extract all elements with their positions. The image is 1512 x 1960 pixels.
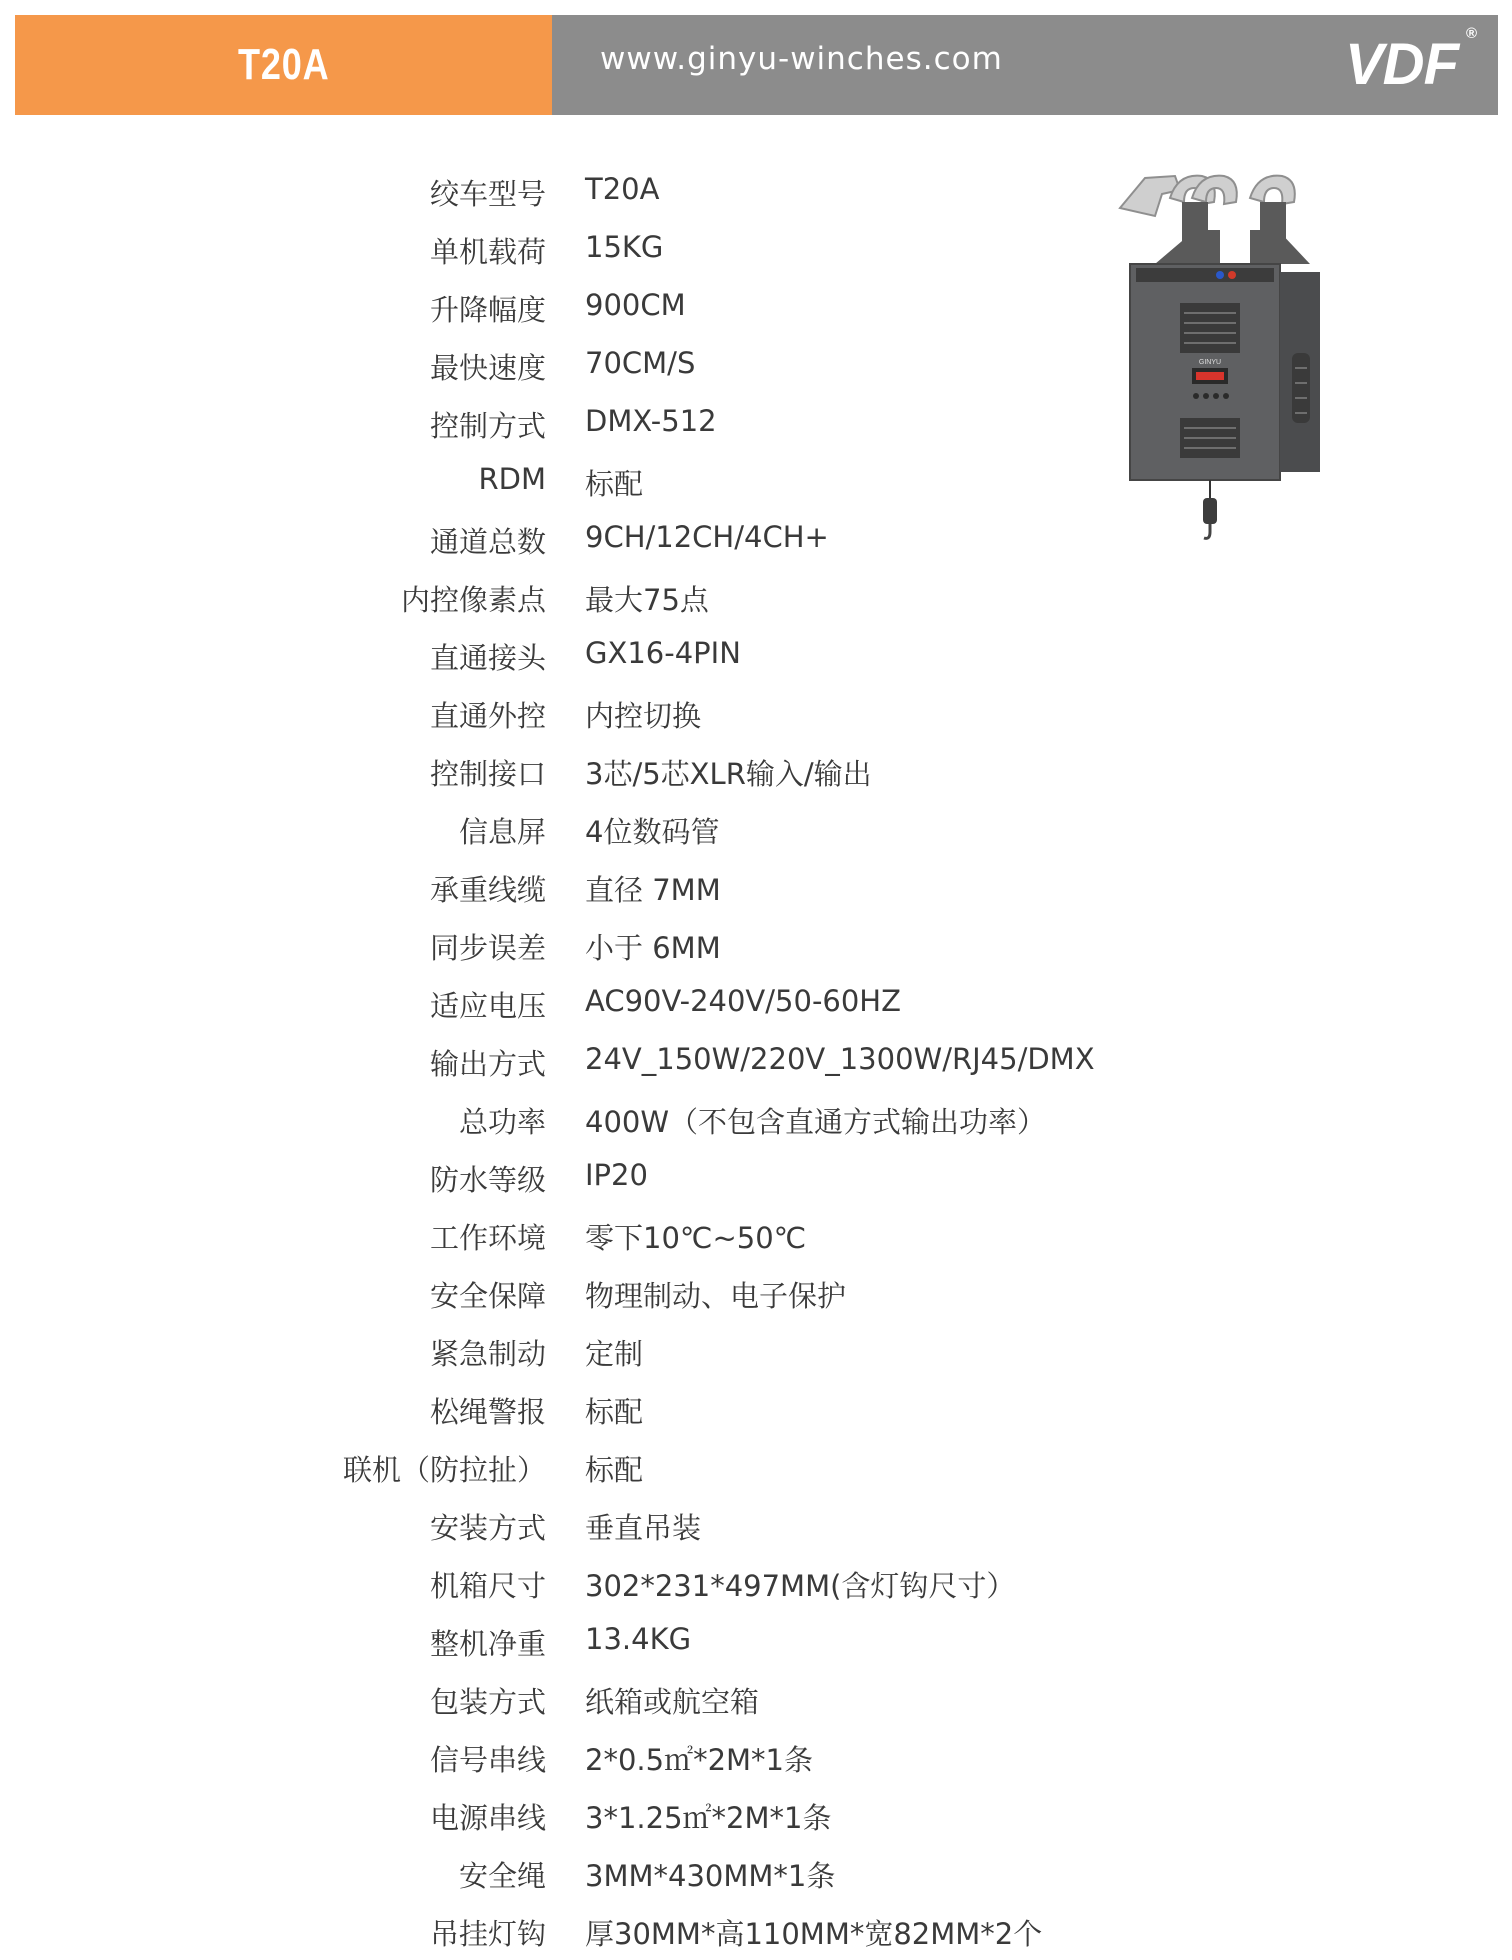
spec-label: 电源串线 <box>429 1801 546 1835</box>
registered-mark: ® <box>1465 25 1476 42</box>
spec-row <box>0 742 1180 800</box>
spec-label: 单机载荷 <box>429 235 546 269</box>
spec-label: 松绳警报 <box>429 1395 546 1429</box>
spec-value: 24V_150W/220V_1300W/RJ45/DMX <box>585 1042 1095 1076</box>
spec-row <box>0 1206 1180 1264</box>
spec-row <box>0 568 1180 626</box>
spec-label: 信息屏 <box>458 815 546 849</box>
spec-value: 标配 <box>585 467 644 501</box>
spec-row <box>0 1728 1180 1786</box>
spec-label: 整机净重 <box>429 1627 546 1661</box>
spec-value: 标配 <box>585 1453 644 1487</box>
spec-row <box>0 336 1180 394</box>
spec-label: 最快速度 <box>429 351 546 385</box>
spec-row <box>0 1902 1180 1960</box>
product-screen-label: GINYU <box>1198 359 1222 366</box>
spec-value: 物理制动、电子保护 <box>585 1279 847 1313</box>
spec-label: 防水等级 <box>429 1163 546 1197</box>
spec-value: 400W（不包含直通方式输出功率） <box>585 1105 1047 1139</box>
spec-label: 工作环境 <box>429 1221 546 1255</box>
spec-label: 安全保障 <box>429 1279 546 1313</box>
brand-logo-text: VDF <box>1345 32 1458 97</box>
spec-label: 直通接头 <box>429 641 546 675</box>
spec-label: 升降幅度 <box>429 293 546 327</box>
spec-row <box>0 220 1180 278</box>
header-bar <box>15 15 1498 115</box>
spec-row <box>0 394 1180 452</box>
spec-value: GX16-4PIN <box>585 636 741 670</box>
spec-value: 302*231*497MM(含灯钩尺寸） <box>585 1569 1016 1603</box>
spec-label: 信号串线 <box>429 1743 546 1777</box>
spec-label: 机箱尺寸 <box>429 1569 546 1603</box>
spec-row <box>0 1786 1180 1844</box>
spec-value: IP20 <box>585 1158 648 1192</box>
brand-logo <box>1345 25 1476 98</box>
spec-value: 900CM <box>585 288 686 322</box>
spec-label: 包装方式 <box>429 1685 546 1719</box>
website-url[interactable]: www.ginyu-winches.com <box>600 41 1003 77</box>
spec-label: 通道总数 <box>429 525 546 559</box>
spec-label: 紧急制动 <box>429 1337 546 1371</box>
spec-value: 2*0.5㎡*2M*1条 <box>585 1743 813 1777</box>
spec-value: 零下10℃~50℃ <box>585 1221 807 1255</box>
spec-value: 小于 6MM <box>585 931 721 965</box>
spec-value: 4位数码管 <box>585 815 720 849</box>
spec-row <box>0 684 1180 742</box>
spec-value: 70CM/S <box>585 346 696 380</box>
spec-value: 15KG <box>585 230 664 264</box>
spec-value: 内控切换 <box>585 699 702 733</box>
model-banner <box>15 15 552 115</box>
spec-value: AC90V-240V/50-60HZ <box>585 984 901 1018</box>
spec-label: 内控像素点 <box>400 583 546 617</box>
spec-value: 标配 <box>585 1395 644 1429</box>
spec-value: 最大75点 <box>585 583 709 617</box>
spec-label: RDM <box>478 462 546 496</box>
spec-value: 9CH/12CH/4CH+ <box>585 520 829 554</box>
spec-label: 联机（防拉扯） <box>342 1453 546 1487</box>
url-banner <box>552 15 1498 115</box>
spec-row <box>0 1554 1180 1612</box>
spec-label: 直通外控 <box>429 699 546 733</box>
spec-label: 安装方式 <box>429 1511 546 1545</box>
spec-row <box>0 1148 1180 1206</box>
spec-row <box>0 1322 1180 1380</box>
spec-label: 同步误差 <box>429 931 546 965</box>
spec-row <box>0 1090 1180 1148</box>
spec-value: 13.4KG <box>585 1622 692 1656</box>
spec-row <box>0 858 1180 916</box>
spec-row <box>0 1612 1180 1670</box>
winch-product-image <box>1100 168 1330 548</box>
spec-row <box>0 800 1180 858</box>
spec-label: 吊挂灯钩 <box>429 1917 546 1951</box>
spec-row <box>0 452 1180 510</box>
spec-row <box>0 1438 1180 1496</box>
spec-value: 纸箱或航空箱 <box>585 1685 760 1719</box>
spec-row <box>0 1380 1180 1438</box>
spec-label: 绞车型号 <box>429 177 546 211</box>
model-title: T20A <box>237 40 330 89</box>
spec-value: T20A <box>585 172 660 206</box>
spec-row <box>0 626 1180 684</box>
spec-value: 3MM*430MM*1条 <box>585 1859 836 1893</box>
spec-label: 安全绳 <box>458 1859 546 1893</box>
spec-row <box>0 1496 1180 1554</box>
spec-value: 垂直吊装 <box>585 1511 702 1545</box>
spec-row <box>0 162 1180 220</box>
spec-label: 控制接口 <box>429 757 546 791</box>
spec-label: 适应电压 <box>429 989 546 1023</box>
spec-row <box>0 1032 1180 1090</box>
spec-row <box>0 510 1180 568</box>
spec-label: 输出方式 <box>429 1047 546 1081</box>
spec-row <box>0 1844 1180 1902</box>
spec-row <box>0 974 1180 1032</box>
spec-label: 控制方式 <box>429 409 546 443</box>
spec-row <box>0 1670 1180 1728</box>
spec-value: 直径 7MM <box>585 873 721 907</box>
spec-value: 3芯/5芯XLR输入/输出 <box>585 757 872 791</box>
spec-label: 承重线缆 <box>429 873 546 907</box>
spec-value: 3*1.25㎡*2M*1条 <box>585 1801 832 1835</box>
spec-row <box>0 1264 1180 1322</box>
spec-row <box>0 278 1180 336</box>
spec-value: 定制 <box>585 1337 644 1371</box>
spec-value: DMX-512 <box>585 404 717 438</box>
spec-value: 厚30MM*高110MM*宽82MM*2个 <box>585 1917 1043 1951</box>
spec-row <box>0 916 1180 974</box>
spec-label: 总功率 <box>458 1105 546 1139</box>
